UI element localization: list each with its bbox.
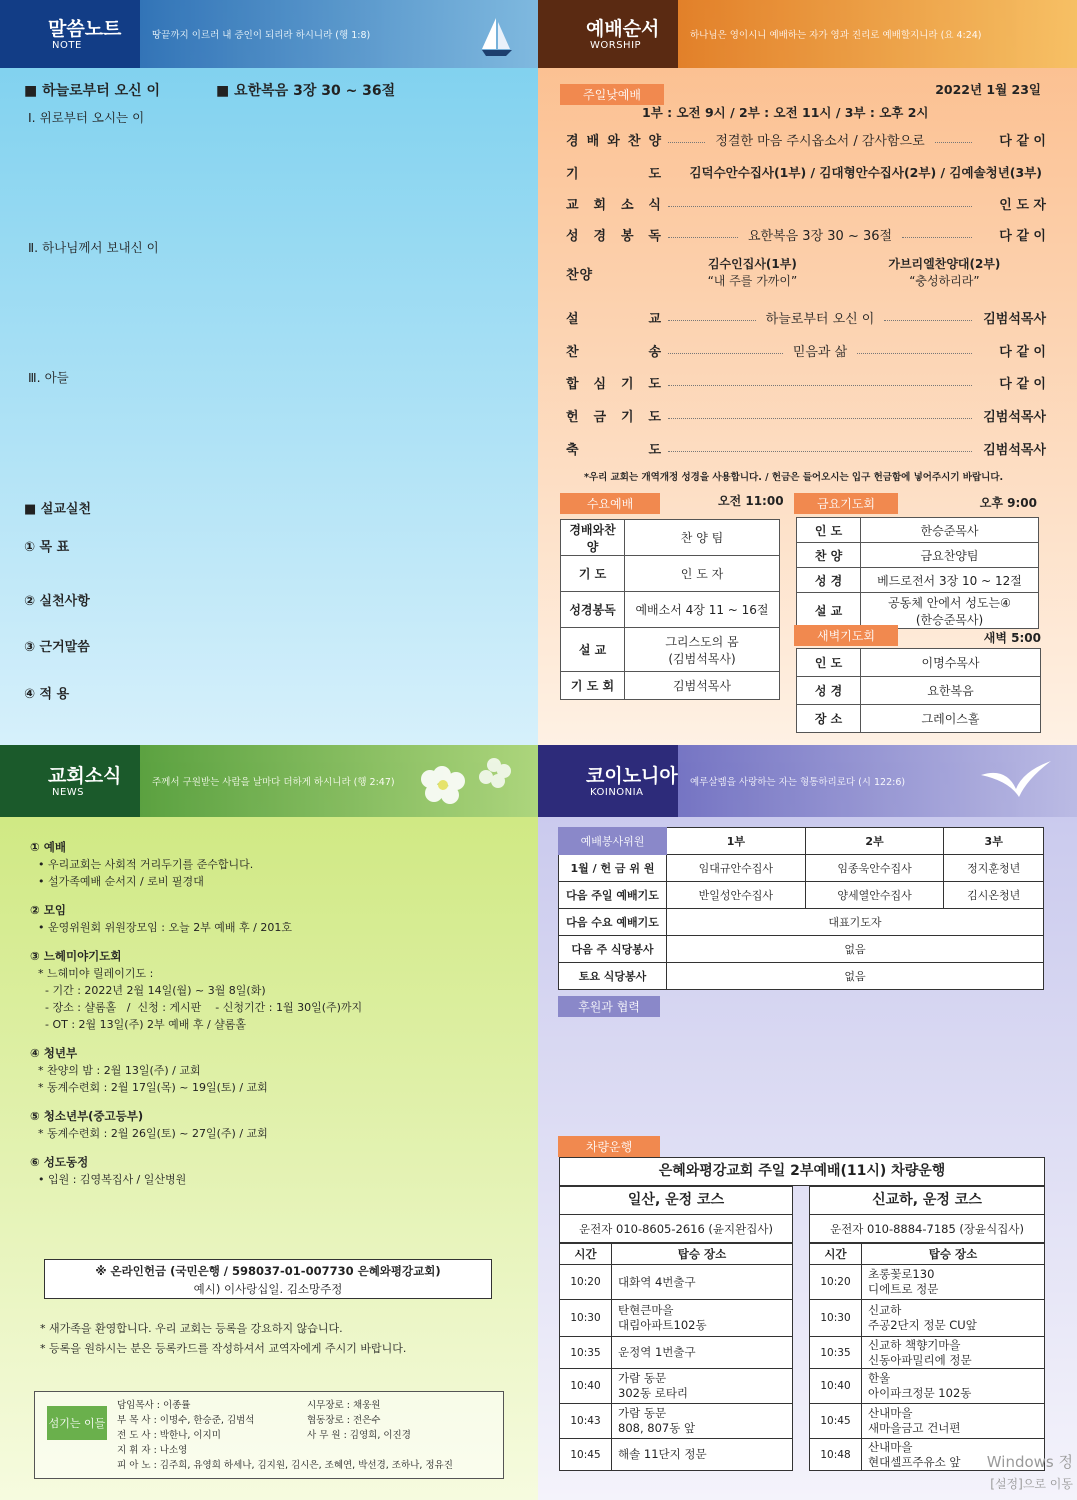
news-heading: ① 예배	[30, 840, 66, 854]
route-stop: 신교하 주공2단지 정문 CU앞	[862, 1300, 1045, 1337]
table-cell: 정지훈청년	[944, 855, 1044, 882]
staff-line: 부 목 사 : 이명수, 한승준, 김범석	[117, 1415, 255, 1426]
table-cell: 없음	[667, 963, 1044, 990]
route-time: 10:30	[560, 1300, 612, 1337]
order-detail: 요한복음 3장 30 ~ 36절	[747, 228, 893, 244]
fri-time: 오후 9:00	[979, 496, 1037, 510]
table-row	[560, 1265, 793, 1300]
news-heading: ③ 느헤미야기도회	[30, 949, 122, 963]
order-row	[566, 339, 1046, 361]
note-verse: 땅끝까지 이르러 내 증인이 되리라 하시니라 (행 1:8)	[140, 0, 538, 68]
staff-line: 지 휘 자 : 나소영	[117, 1445, 188, 1456]
news-item: - 장소 : 샬롬홀 / 신청 : 게시판 - 신청기간 : 1월 30일(주)까지	[38, 1001, 363, 1014]
news-item: • 입원 : 김영복집사 / 일산병원	[38, 1173, 187, 1186]
news-section	[30, 948, 510, 1033]
note-title: 말씀노트	[48, 17, 122, 40]
table-row	[561, 628, 780, 672]
route-stop: 신교하 책향기마을 신동아파밀리에 정문	[862, 1337, 1045, 1369]
route-time: 10:20	[560, 1265, 612, 1300]
route-time: 10:43	[560, 1404, 612, 1439]
staff-line: 협동장로 : 전은수	[307, 1415, 381, 1426]
watermark-line: [설정]으로 이동	[990, 1477, 1073, 1491]
row-label: 찬 양	[797, 543, 861, 568]
row-value: 그리스도의 몸 (김범석목사)	[625, 628, 780, 672]
order-detail: 하늘로부터 오신 이	[765, 311, 875, 327]
news-item: * 동계수련회 : 2월 17일(목) ~ 19일(토) / 교회	[38, 1081, 268, 1094]
wed-time: 오전 11:00	[718, 494, 784, 508]
order-label: 교 회 소 식	[566, 197, 662, 213]
table-cell: 임대규안수집사	[667, 855, 806, 882]
practice-action: ② 실천사항	[24, 594, 90, 609]
staff-line: 전 도 사 : 박한나, 이지미	[117, 1430, 221, 1441]
course-a-table	[559, 1243, 793, 1471]
news-item: • 설가족예배 순서지 / 로비 필경대	[38, 875, 204, 888]
order-label: 경 배 와 찬 양	[566, 133, 662, 149]
news-heading: ⑥ 성도동정	[30, 1155, 89, 1169]
row-label: 다음 주 식당봉사	[559, 936, 667, 963]
table-row	[797, 705, 1041, 733]
order-row	[566, 192, 1046, 214]
row-value: 베드로전서 3장 10 ~ 12절	[861, 568, 1039, 593]
sailboat-icon	[412, 0, 522, 68]
table-cell: 없음	[667, 936, 1044, 963]
order-label: 합 심 기 도	[566, 376, 662, 392]
column-header: 1부	[667, 828, 806, 855]
news-item: * 느헤미야 릴레이기도 :	[38, 967, 154, 980]
course-b	[809, 1186, 1045, 1471]
table-row	[810, 1300, 1045, 1337]
welcome-text	[40, 1319, 406, 1359]
order-detail: 김덕수안수집사(1부) / 김대형안수집사(2부) / 김예솔청년(3부)	[689, 165, 1042, 180]
order-praise	[566, 256, 1046, 290]
worship-panel	[538, 0, 1077, 745]
order-label: 찬 송	[566, 344, 662, 360]
table-cell: 양세열안수집사	[805, 882, 944, 909]
row-label: 성 경	[797, 568, 861, 593]
table-row	[810, 1369, 1045, 1404]
news-panel	[0, 745, 538, 1500]
row-label: 기 도 회	[561, 672, 625, 700]
route-stop: 탄현큰마을 대림아파트102동	[612, 1300, 793, 1337]
worship-title: 예배순서	[586, 17, 660, 40]
practice-apply: ④ 적 용	[24, 687, 70, 702]
sunday-tag: 주일낮예배	[560, 84, 664, 105]
order-row	[566, 371, 1046, 393]
koinonia-panel	[538, 745, 1077, 1500]
order-row	[566, 223, 1046, 245]
fri-tag: 금요기도회	[794, 493, 898, 514]
order-label: 설 교	[566, 311, 662, 327]
news-item: * 찬양의 밤 : 2월 13일(주) / 교회	[38, 1064, 201, 1077]
table-header	[810, 1244, 1045, 1265]
news-section	[30, 1045, 510, 1096]
news-verse: 주께서 구원받는 사람을 날마다 더하게 하시니라 (행 2:47)	[140, 745, 538, 817]
route-stop: 한울 아이파크정문 102동	[862, 1369, 1045, 1404]
table-row	[559, 909, 1044, 936]
news-header	[0, 745, 538, 817]
seagull-icon	[961, 745, 1061, 817]
order-label: 축 도	[566, 442, 662, 458]
route-time: 10:35	[810, 1337, 862, 1369]
course-b-driver: 운전자 010-8884-7185 (장윤식집사)	[809, 1215, 1045, 1243]
table-row	[797, 593, 1039, 629]
dawn-time: 새벽 5:00	[983, 631, 1041, 645]
dawn-table	[796, 648, 1041, 733]
column-header: 시간	[810, 1244, 862, 1265]
order-leader: 인 도 자	[999, 197, 1046, 213]
order-label: 헌 금 기 도	[566, 409, 662, 425]
row-value: 예배소서 4장 11 ~ 16절	[625, 592, 780, 628]
worship-subtitle: WORSHIP	[590, 39, 642, 51]
order-row	[566, 128, 1046, 150]
order-leader: 김범석목사	[983, 442, 1046, 458]
news-item: • 우리교회는 사회적 거리두기를 준수합니다.	[38, 858, 254, 871]
news-section	[30, 1108, 510, 1142]
row-value: 인 도 자	[625, 556, 780, 592]
flower-icon	[382, 745, 522, 817]
point-1: Ⅰ. 위로부터 오시는 이	[28, 110, 145, 125]
practice-title: ■ 설교실천	[24, 502, 92, 517]
news-section	[30, 839, 510, 890]
online-offering-box	[44, 1259, 492, 1299]
koinonia-verse: 예루살렘을 사랑하는 자는 형통하리로다 (시 122:6)	[678, 745, 1077, 817]
course-a-name: 일산, 운정 코스	[559, 1186, 793, 1215]
table-row	[560, 1337, 793, 1369]
route-stop: 운정역 1번출구	[612, 1337, 793, 1369]
route-time: 10:40	[560, 1369, 612, 1404]
news-heading: ② 모임	[30, 903, 66, 917]
order-leader: 다 같 이	[999, 376, 1046, 392]
note-header	[0, 0, 538, 68]
column-header: 탑승 장소	[612, 1244, 793, 1265]
worship-badge	[538, 0, 678, 68]
row-label: 성경봉독	[561, 592, 625, 628]
order-label: 찬양	[566, 267, 594, 283]
route-stop: 가람 동문 808, 807동 앞	[612, 1404, 793, 1439]
table-row	[797, 518, 1039, 543]
row-label: 설 교	[797, 593, 861, 629]
praise-2-song: “충성하리라”	[909, 274, 980, 288]
table-row	[560, 1439, 793, 1471]
row-label: 성 경	[797, 677, 861, 705]
table-row	[560, 1369, 793, 1404]
row-label: 토요 식당봉사	[559, 963, 667, 990]
route-stop: 산내마을 새마을금고 건너편	[862, 1404, 1045, 1439]
koinonia-badge	[538, 745, 678, 817]
staff-line: 담임목사 : 이종률	[117, 1400, 191, 1411]
row-label: 기 도	[561, 556, 625, 592]
news-item: - OT : 2월 13일(주) 2부 예배 후 / 샬롬홀	[38, 1018, 247, 1031]
row-label: 장 소	[797, 705, 861, 733]
order-row	[566, 306, 1046, 328]
row-label: 경배와찬양	[561, 520, 625, 556]
course-b-table	[809, 1243, 1045, 1471]
staff-line: 시무장로 : 채웅원	[307, 1400, 381, 1411]
table-row	[559, 882, 1044, 909]
route-time: 10:48	[810, 1439, 862, 1471]
row-label: 인 도	[797, 518, 861, 543]
table-row	[797, 543, 1039, 568]
route-stop: 가람 동문 302동 로타리	[612, 1369, 793, 1404]
table-row	[561, 520, 780, 556]
order-leader: 김범석목사	[983, 311, 1047, 327]
column-header: 탑승 장소	[862, 1244, 1045, 1265]
koinonia-subtitle: KOINONIA	[590, 786, 644, 798]
table-row	[559, 963, 1044, 990]
route-stop: 대화역 4번출구	[612, 1265, 793, 1300]
car-tag: 차량운행	[558, 1136, 660, 1157]
wed-tag: 수요예배	[560, 493, 660, 514]
online-offering: ※ 온라인헌금 (국민은행 / 598037-01-007730 은혜와평강교회)	[95, 1264, 441, 1278]
staff-right	[307, 1398, 411, 1443]
sermon-scripture: ■ 요한복음 3장 30 ~ 36절	[216, 83, 396, 99]
route-stop: 해솔 11단지 정문	[612, 1439, 793, 1471]
practice-goal: ① 목 표	[24, 540, 70, 555]
worship-verse: 하나님은 영이시니 예배하는 자가 영과 진리로 예배할지니라 (요 4:24)	[678, 0, 1077, 68]
online-offering-example: 예시) 이사랑십일. 김소망주정	[193, 1282, 343, 1296]
table-row	[559, 855, 1044, 882]
table-row	[810, 1404, 1045, 1439]
order-row	[566, 437, 1046, 459]
table-header	[560, 1244, 793, 1265]
route-time: 10:30	[810, 1300, 862, 1337]
watermark-line: Windows 정	[986, 1453, 1073, 1471]
row-value: 한승준목사	[861, 518, 1039, 543]
news-list	[30, 827, 510, 1188]
news-section	[30, 902, 510, 936]
serve-table	[558, 827, 1044, 990]
welcome-line: * 등록을 원하시는 분은 등록카드를 작성하셔서 교역자에게 주시기 바랍니다.	[40, 1342, 407, 1355]
news-section	[30, 1154, 510, 1188]
news-title: 교회소식	[48, 764, 122, 787]
staff-line: 사 무 원 : 김영희, 이진경	[307, 1430, 411, 1441]
point-3: Ⅲ. 아들	[28, 370, 69, 385]
wed-table	[560, 519, 780, 700]
sermon-title: ■ 하늘로부터 오신 이	[24, 83, 161, 99]
service-times: 1부 : 오전 9시 / 2부 : 오전 11시 / 3부 : 오후 2시	[642, 105, 929, 120]
table-cell: 반일성안수집사	[667, 882, 806, 909]
route-stop: 산내마을 현대셀프주유소 앞	[862, 1439, 1045, 1471]
row-label: 다음 수요 예배기도	[559, 909, 667, 936]
table-header	[559, 828, 1044, 855]
practice-verse: ③ 근거말씀	[24, 640, 90, 655]
column-header: 시간	[560, 1244, 612, 1265]
table-row	[797, 677, 1041, 705]
table-row	[560, 1404, 793, 1439]
praise-1-song: “내 주를 가까이”	[707, 274, 798, 288]
row-label: 설 교	[561, 628, 625, 672]
windows-watermark	[987, 1451, 1073, 1495]
fri-table	[796, 517, 1039, 629]
news-item: - 기간 : 2022년 2월 14일(월) ~ 3월 8일(화)	[38, 984, 266, 997]
route-time: 10:20	[810, 1265, 862, 1300]
praise-1-name: 김수인집사(1부)	[707, 257, 797, 271]
support-tag: 후원과 협력	[558, 996, 660, 1017]
course-a	[559, 1186, 793, 1471]
table-row	[797, 649, 1041, 677]
row-value: 공동체 안에서 성도는④ (한승준목사)	[861, 593, 1039, 629]
order-leader: 다 같 이	[999, 344, 1046, 360]
order-row	[566, 161, 1046, 183]
row-label: 다음 주일 예배기도	[559, 882, 667, 909]
course-b-name: 신교하, 운정 코스	[809, 1186, 1045, 1215]
course-a-driver: 운전자 010-8605-2616 (윤지완집사)	[559, 1215, 793, 1243]
row-label: 인 도	[797, 649, 861, 677]
table-cell: 대표기도자	[667, 909, 1044, 936]
welcome-line: * 새가족을 환영합니다. 우리 교회는 등록을 강요하지 않습니다.	[40, 1322, 343, 1335]
row-value: 요한복음	[861, 677, 1041, 705]
news-badge	[0, 745, 140, 817]
praise-2-name: 가브리엘찬양대(2부)	[888, 257, 1001, 271]
table-row	[560, 1300, 793, 1337]
column-header: 2부	[805, 828, 944, 855]
row-label: 1월 / 헌 금 위 원	[559, 855, 667, 882]
table-row	[810, 1337, 1045, 1369]
note-panel	[0, 0, 538, 745]
table-row	[810, 1265, 1045, 1300]
row-value: 찬 양 팀	[625, 520, 780, 556]
koinonia-header	[538, 745, 1077, 817]
news-item: * 동계수련회 : 2월 26일(토) ~ 27일(주) / 교회	[38, 1127, 268, 1140]
table-row	[559, 936, 1044, 963]
table-cell: 임종욱안수집사	[805, 855, 944, 882]
row-value: 김범석목사	[625, 672, 780, 700]
table-cell: 김시온청년	[944, 882, 1044, 909]
route-time: 10:45	[560, 1439, 612, 1471]
dawn-tag: 새벽기도회	[794, 625, 898, 646]
row-value: 그레이스홀	[861, 705, 1041, 733]
news-subtitle: NEWS	[52, 786, 85, 798]
order-leader: 다 같 이	[999, 228, 1046, 244]
order-label: 성 경 봉 독	[566, 228, 662, 244]
point-2: Ⅱ. 하나님께서 보내신 이	[28, 240, 159, 255]
note-subtitle: NOTE	[52, 39, 82, 51]
note-badge	[0, 0, 140, 68]
table-row	[797, 568, 1039, 593]
koinonia-title: 코이노니아	[586, 764, 678, 787]
bulletin-date: 2022년 1월 23일	[935, 82, 1041, 97]
row-value: 금요찬양팀	[861, 543, 1039, 568]
route-stop: 초롱꽃로130 디에트로 정문	[862, 1265, 1045, 1300]
table-row	[561, 592, 780, 628]
order-label: 기 도	[566, 166, 662, 182]
car-title: 은혜와평강교회 주일 2부예배(11시) 차량운행	[559, 1157, 1045, 1186]
table-row	[561, 556, 780, 592]
news-heading: ④ 청년부	[30, 1046, 78, 1060]
route-time: 10:40	[810, 1369, 862, 1404]
route-time: 10:45	[810, 1404, 862, 1439]
worship-header	[538, 0, 1077, 68]
staff-box	[34, 1391, 504, 1479]
order-detail: 믿음과 삶	[792, 344, 848, 360]
order-row	[566, 404, 1046, 426]
row-value: 이명수목사	[861, 649, 1041, 677]
order-leader: 다 같 이	[999, 133, 1046, 149]
worship-notice: *우리 교회는 개역개정 성경을 사용합니다. / 헌금은 들어오시는 입구 헌금함에 넣어주시기 바랍니다.	[584, 472, 1004, 483]
table-row	[561, 672, 780, 700]
staff-tag: 섬기는 이들	[47, 1406, 107, 1440]
route-time: 10:35	[560, 1337, 612, 1369]
news-item: • 운영위원회 위원장모임 : 오늘 2부 예배 후 / 201호	[38, 921, 293, 934]
serve-tag: 예배봉사위원	[559, 828, 667, 855]
column-header: 3부	[944, 828, 1044, 855]
news-heading: ⑤ 청소년부(중고등부)	[30, 1109, 144, 1123]
order-detail: 정결한 마음 주시옵소서 / 감사함으로	[715, 133, 925, 149]
staff-line: 피 아 노 : 김주희, 유영희 하세나, 김지원, 김시은, 조혜연, 박선경, 조하나, 정유진	[117, 1460, 453, 1471]
order-leader: 김범석목사	[983, 409, 1046, 425]
